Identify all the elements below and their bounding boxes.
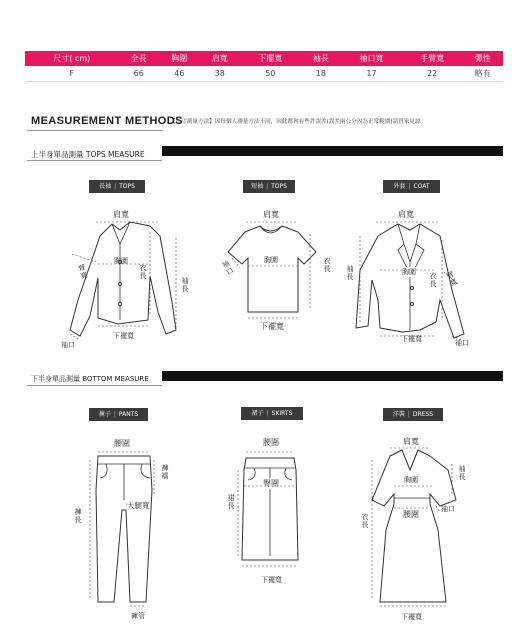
size-table-header: 肩寬 bbox=[199, 51, 239, 66]
table-cell: 50 bbox=[240, 66, 301, 82]
label-hem: 下襬寬 bbox=[261, 576, 282, 584]
badge-skirts: 裙子 | SKIRTS bbox=[241, 407, 303, 420]
badge-pants: 褲子 | PANTS bbox=[89, 408, 148, 421]
label-length: 裙長 bbox=[227, 494, 235, 510]
label-sleeve: 袖長 bbox=[346, 265, 354, 281]
label-hip: 臀圍 bbox=[263, 479, 279, 488]
label-shoulder: 肩寬 bbox=[398, 210, 414, 219]
badge-en: TOPS bbox=[119, 183, 135, 190]
label-length: 衣長 bbox=[429, 272, 437, 288]
label-length: 衣長 bbox=[323, 257, 331, 273]
label-cuff: 袖口 bbox=[455, 339, 469, 347]
badge-coat: 外套 | COAT bbox=[383, 180, 440, 193]
table-cell: 66 bbox=[119, 66, 159, 82]
label-leg: 褲管 bbox=[131, 612, 145, 620]
badge-en: PANTS bbox=[118, 411, 139, 418]
label-thigh: 大腿寬 bbox=[127, 501, 150, 510]
label-chest: 胸圍 bbox=[264, 256, 278, 264]
label-hem: 下襬寬 bbox=[113, 332, 134, 340]
badge-en: COAT bbox=[413, 183, 430, 190]
table-cell: 22 bbox=[402, 66, 463, 82]
badge-zh: 洋裝 bbox=[392, 411, 405, 418]
label-waist: 腰圍 bbox=[263, 438, 279, 447]
badge-dress: 洋裝 | DRESS bbox=[383, 408, 443, 421]
size-table-header: 全長 bbox=[119, 51, 159, 66]
table-cell: 18 bbox=[301, 66, 341, 82]
size-table-header: 尺寸( cm) bbox=[25, 51, 119, 66]
label-length: 衣長 bbox=[139, 264, 147, 280]
label-waist: 腰圍 bbox=[114, 439, 130, 448]
label-cuff: 袖口 bbox=[220, 259, 236, 277]
label-hem: 下襬寬 bbox=[260, 322, 284, 331]
tops-section-label: 上半身單品測量 TOPS MEASURE bbox=[31, 150, 145, 159]
badge-en: DRESS bbox=[412, 411, 434, 418]
label-cuff: 袖口 bbox=[441, 505, 455, 513]
table-cell: F bbox=[25, 66, 119, 82]
label-chest: 胸圍 bbox=[404, 476, 418, 484]
table-cell: 46 bbox=[159, 66, 199, 82]
methods-title: MEASUREMENT METHODS bbox=[31, 115, 183, 127]
badge-short-sleeve: 短袖 | TOPS bbox=[243, 180, 295, 193]
badge-zh: 裙子 bbox=[251, 410, 264, 417]
size-table-header: 彈性 bbox=[463, 51, 503, 66]
size-table-header: 手臂寬 bbox=[402, 51, 463, 66]
label-rise: 褲襠 bbox=[161, 464, 169, 480]
label-shoulder: 肩寬 bbox=[263, 210, 279, 219]
badge-long-sleeve: 長袖 | TOPS bbox=[89, 180, 145, 193]
label-chest: 胸圍 bbox=[402, 268, 416, 276]
label-sleeve: 袖長 bbox=[181, 277, 189, 293]
size-table-header: 下擺寬 bbox=[240, 51, 301, 66]
badge-zh: 短袖 bbox=[251, 183, 264, 190]
badge-zh: 褲子 bbox=[98, 411, 111, 418]
label-length: 褲長 bbox=[74, 508, 82, 524]
label-arm: 臂寬 bbox=[445, 270, 459, 288]
label-shoulder: 肩寬 bbox=[113, 210, 129, 219]
label-chest: 胸圍 bbox=[114, 257, 128, 265]
table-cell: 17 bbox=[341, 66, 402, 82]
badge-en: SKIRTS bbox=[271, 410, 293, 417]
label-sleeve: 袖長 bbox=[458, 465, 466, 481]
bottoms-section-label: 下半身單品測量 BOTTOM MEASURE bbox=[31, 375, 149, 383]
label-waist: 腰圍 bbox=[403, 510, 419, 519]
methods-note: 【尺寸測量方法】因每個人測量方法不同，因此都會有些許誤差(誤差兩公分內為正常範圍)請買家見諒。 bbox=[170, 119, 427, 125]
badge-zh: 長袖 bbox=[99, 183, 112, 190]
label-arm: 臂寬 bbox=[77, 263, 89, 281]
size-table-header: 袖長 bbox=[301, 51, 341, 66]
badge-en: TOPS bbox=[271, 183, 287, 190]
label-length: 衣長 bbox=[361, 513, 369, 529]
label-hem: 下襬寬 bbox=[401, 613, 422, 621]
label-cuff: 袖口 bbox=[61, 341, 75, 349]
size-table-header: 胸圍 bbox=[159, 51, 199, 66]
badge-zh: 外套 bbox=[393, 183, 406, 190]
table-cell: 38 bbox=[199, 66, 239, 82]
label-hem: 下襬寬 bbox=[401, 335, 422, 343]
label-shoulder: 肩寬 bbox=[403, 437, 419, 446]
size-table-header: 袖口寬 bbox=[341, 51, 402, 66]
table-cell: 略有 bbox=[463, 66, 503, 82]
